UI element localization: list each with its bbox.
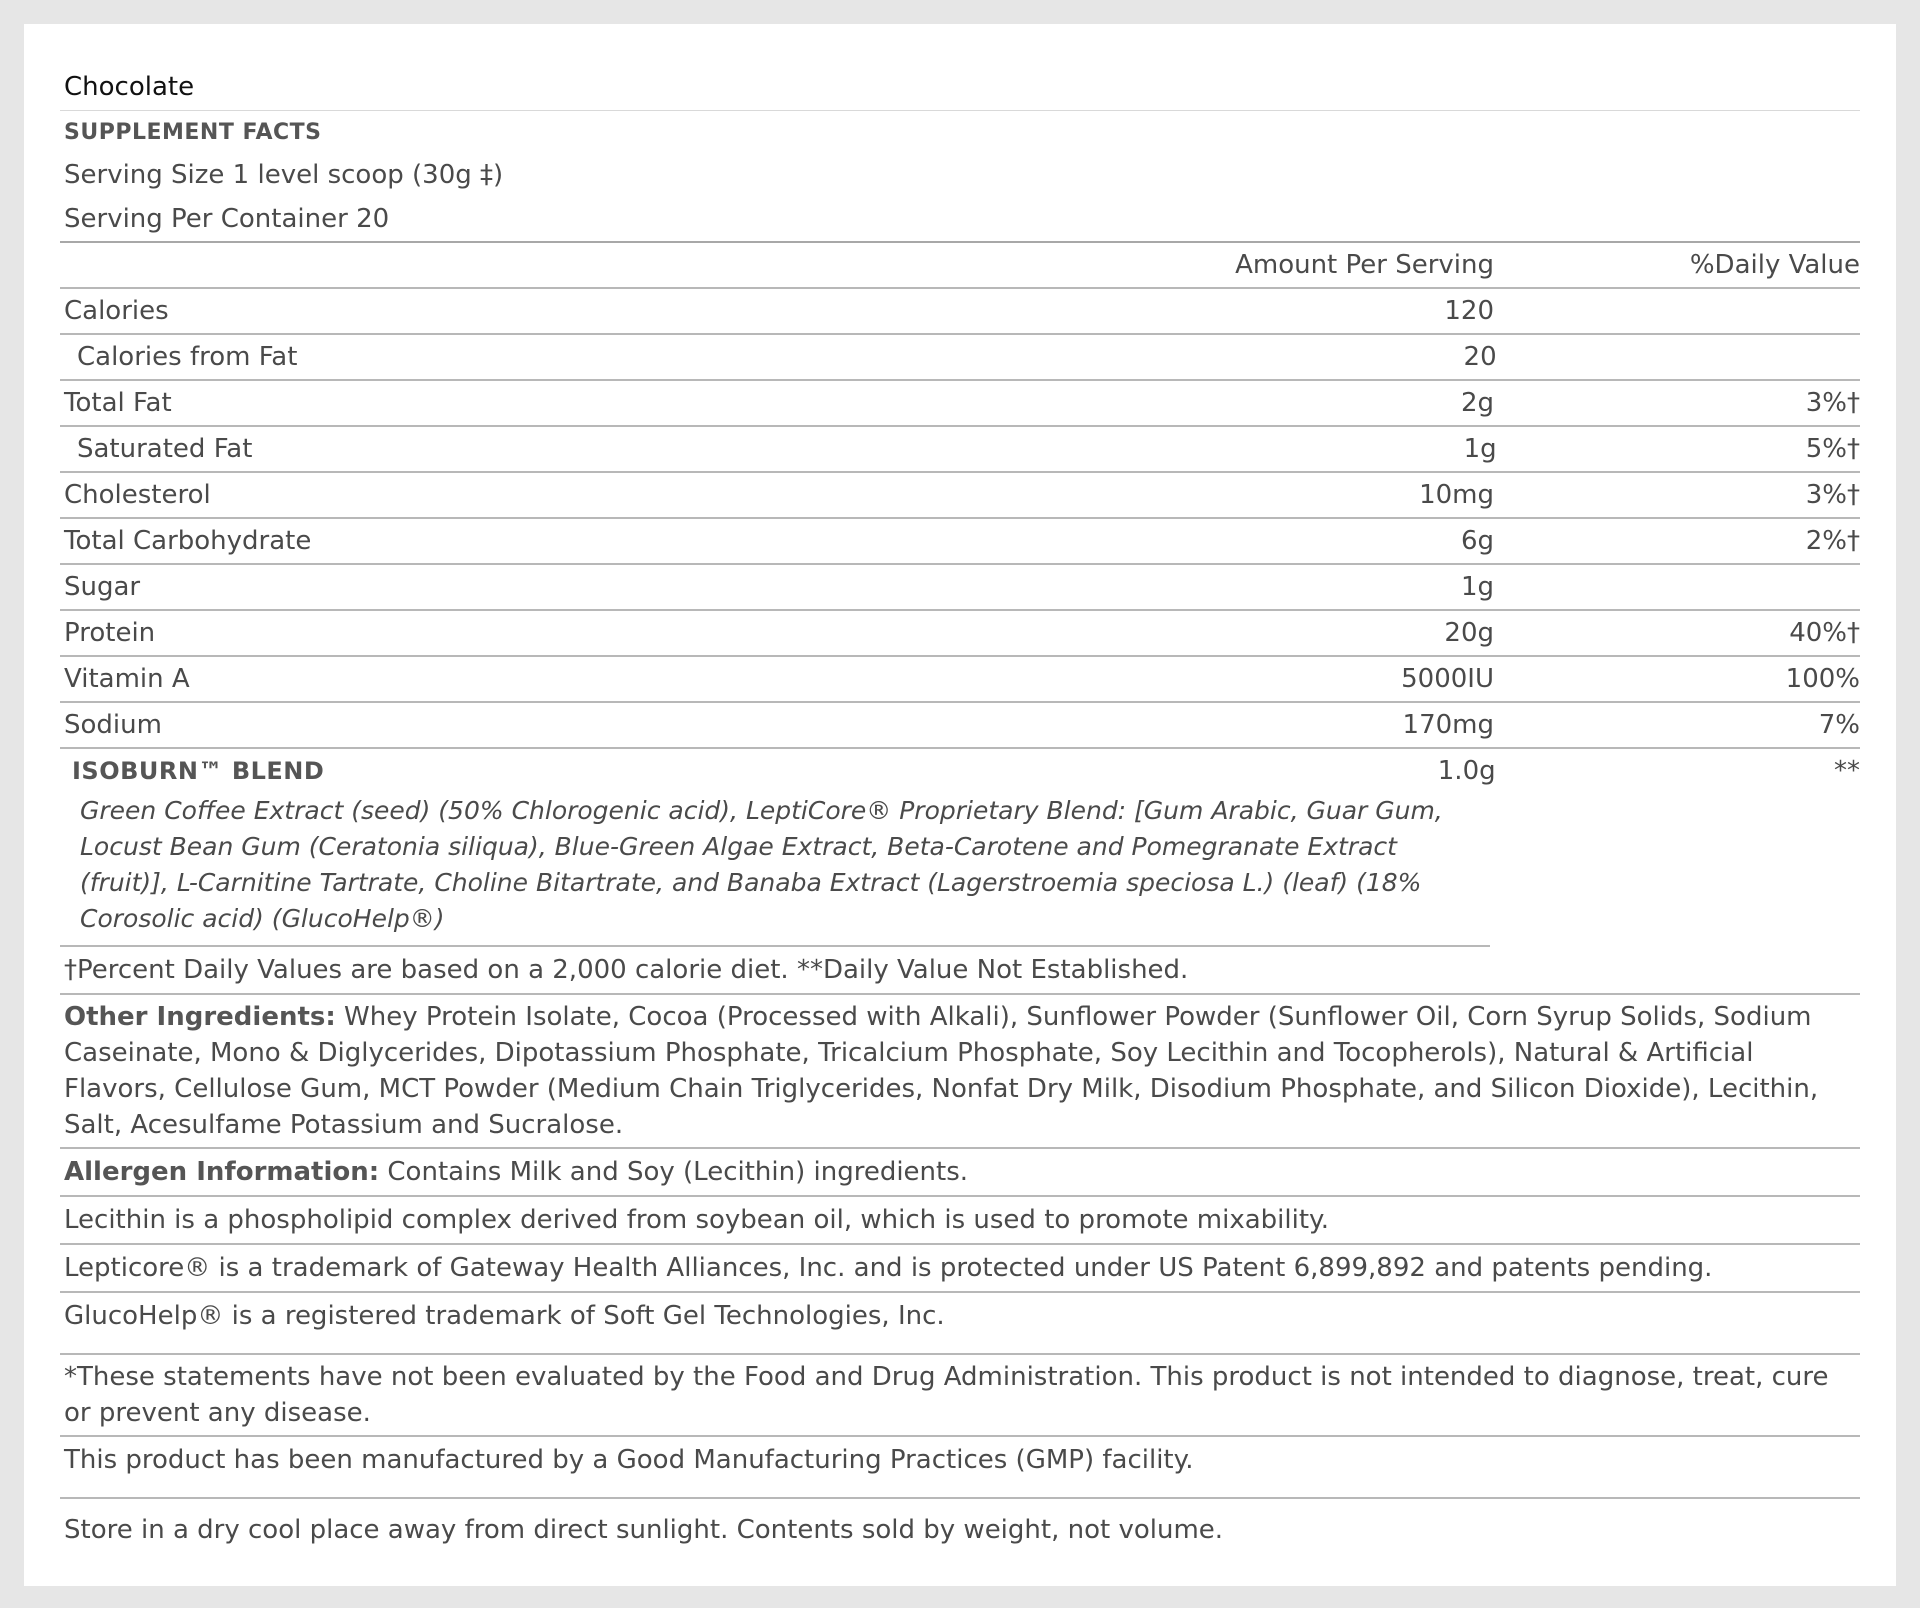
nutrient-amount: 1g — [1463, 434, 1497, 464]
table-row — [60, 611, 1860, 657]
nutrient-amount: 6g — [1460, 526, 1494, 556]
nutrient-name: Vitamin A — [64, 664, 190, 694]
servings-per-container: Serving Per Container 20 — [60, 197, 1860, 243]
storage-note: Store in a dry cool place away from direct sunlight. Contents sold by weight, not volume. — [64, 1515, 1224, 1545]
nutrient-amount: 20 — [1463, 342, 1497, 372]
other-ingredients — [60, 995, 1860, 1149]
header-daily-value: %Daily Value — [1689, 250, 1860, 280]
table-row — [60, 473, 1860, 519]
supplement-facts-content — [60, 64, 1860, 1553]
nutrient-dv: 7% — [1818, 710, 1860, 740]
nutrient-name: Cholesterol — [64, 480, 211, 510]
allergen-information — [60, 1149, 1860, 1197]
table-row — [60, 427, 1860, 473]
fda-disclaimer: *These statements have not been evaluated by the Food and Drug Administration. This product is not intended to diagnose, treat, cure or prevent any disease. — [60, 1355, 1860, 1437]
table-row — [60, 381, 1860, 427]
supplement-facts-title: SUPPLEMENT FACTS — [64, 120, 322, 145]
nutrient-dv: 100% — [1785, 664, 1860, 694]
blend-dv: ** — [1834, 756, 1860, 786]
nutrient-dv: 3%† — [1805, 388, 1860, 418]
blend-description: Green Coffee Extract (seed) (50% Chlorogenic acid), LeptiCore® Proprietary Blend: [Gum Arabic, Guar Gum, Locust Bean Gum (Ceratonia siliqua), Blue-Green Algae Extract, Beta-Carotene and Pomegranate Extract (fruit)], L-Carnitine Tartrate, Choline Bitartrate, and Banaba Extract (Lagerstroemia speciosa L.) (leaf) (18% Corosolic acid) (GlucoHelp®) — [60, 793, 1490, 947]
table-row — [60, 565, 1860, 611]
other-ingredients-text: Whey Protein Isolate, Cocoa (Processed with Alkali), Sunflower Powder (Sunflower Oil, Corn Syrup Solids, Sodium Caseinate, Mono & Diglycerides, Dipotassium Phosphate, Tricalcium Phosphate, Soy Lecithin and Tocopherols), Natural & Artificial Flavors, Cellulose Gum, MCT Powder (Medium Chain Triglycerides, Nonfat Dry Milk, Disodium Phosphate, and Silicon Dioxide), Lecithin, Salt, Acesulfame Potassium and Sucralose. — [64, 1002, 1819, 1140]
nutrient-name: Protein — [64, 618, 156, 648]
table-row — [60, 289, 1860, 335]
nutrient-name: Total Fat — [64, 388, 172, 418]
nutrient-name: Sugar — [64, 572, 141, 602]
table-row — [60, 657, 1860, 703]
header-amount: Amount Per Serving — [1235, 250, 1494, 280]
blend-name: ISOBURN™ BLEND — [72, 757, 325, 785]
daily-value-footnote: †Percent Daily Values are based on a 2,000 calorie diet. **Daily Value Not Established. — [60, 947, 1860, 995]
nutrient-name: Sodium — [64, 710, 162, 740]
nutrient-dv: 5%† — [1805, 434, 1860, 464]
nutrient-name: Calories from Fat — [77, 342, 298, 372]
nutrient-amount: 10mg — [1419, 480, 1494, 510]
flavor-name: Chocolate — [60, 64, 1860, 111]
nutrient-amount: 5000IU — [1401, 664, 1494, 694]
nutrient-name: Calories — [64, 296, 169, 326]
blend-amount: 1.0g — [1437, 756, 1496, 786]
nutrient-name: Saturated Fat — [77, 434, 253, 464]
gmp-note: This product has been manufactured by a Good Manufacturing Practices (GMP) facility. — [60, 1437, 1860, 1499]
nutrient-amount: 20g — [1444, 618, 1494, 648]
nutrient-dv: 3%† — [1805, 480, 1860, 510]
nutrient-dv: 2%† — [1805, 526, 1860, 556]
glucohelp-note: GlucoHelp® is a registered trademark of Soft Gel Technologies, Inc. — [60, 1293, 1860, 1355]
lepticore-note: Lepticore® is a trademark of Gateway Health Alliances, Inc. and is protected under US Patent 6,899,892 and patents pending. — [60, 1245, 1860, 1293]
nutrient-name: Total Carbohydrate — [64, 526, 312, 556]
nutrient-amount: 2g — [1460, 388, 1494, 418]
table-row — [60, 519, 1860, 565]
nutrient-dv: 40%† — [1789, 618, 1860, 648]
lecithin-note: Lecithin is a phospholipid complex derived from soybean oil, which is used to promote mixability. — [60, 1197, 1860, 1245]
product-info-panel — [24, 24, 1896, 1586]
blend-row — [60, 749, 1860, 793]
serving-size: Serving Size 1 level scoop (30g ‡) — [64, 160, 504, 190]
nutrient-amount: 1g — [1460, 572, 1494, 602]
other-ingredients-label: Other Ingredients: — [64, 1002, 336, 1032]
table-row — [60, 703, 1860, 749]
nutrient-amount: 120 — [1444, 296, 1494, 326]
table-header — [60, 243, 1860, 289]
allergen-text: Contains Milk and Soy (Lecithin) ingredients. — [379, 1157, 969, 1187]
nutrient-amount: 170mg — [1402, 710, 1494, 740]
table-row — [60, 335, 1860, 381]
allergen-label: Allergen Information: — [64, 1157, 380, 1187]
